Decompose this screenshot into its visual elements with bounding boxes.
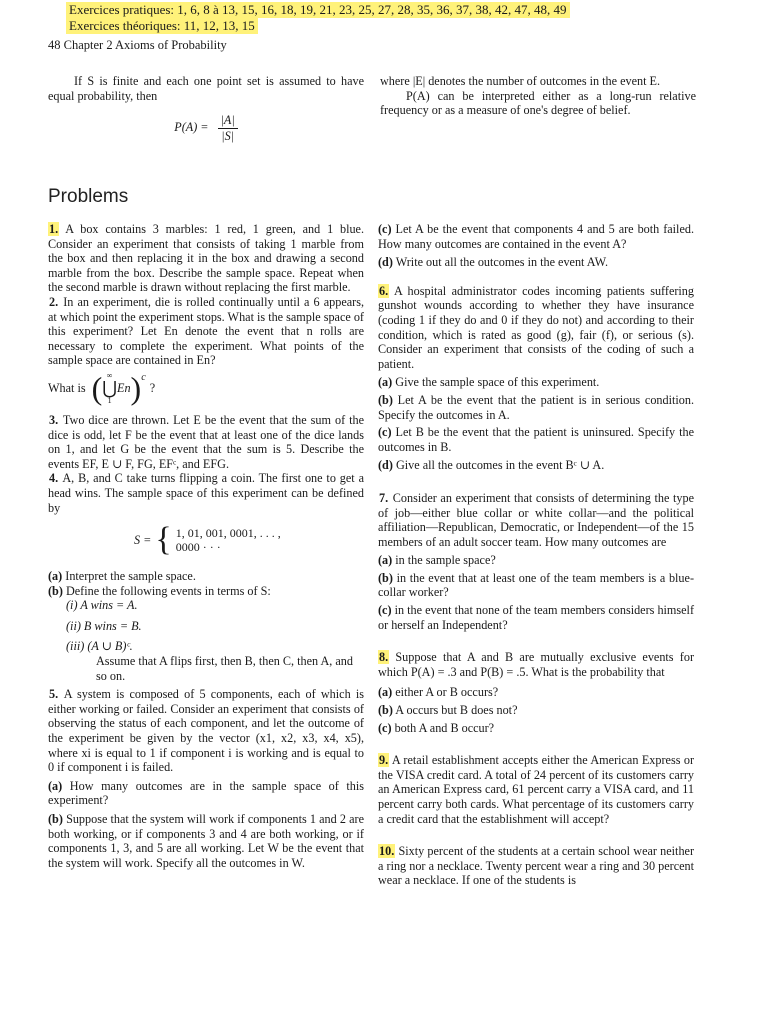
problem-5-part-a <box>48 779 364 808</box>
problem-8-part-c <box>378 721 694 736</box>
problem-4-part-a <box>48 569 364 584</box>
problem-4-item-ii: (ii) B wins = B. <box>66 618 142 633</box>
part-d-label: (d) <box>378 458 393 473</box>
part-c-label: (c) <box>378 603 392 618</box>
problem-9 <box>378 753 694 826</box>
problem-8-text: Suppose that A and B are mutually exclusive events for which P(A) = .3 and P(B) = .5. What is the probability that <box>378 650 695 679</box>
union-upper: ∞ <box>106 370 113 380</box>
formula-numerator: |A| <box>218 113 238 129</box>
problem-2 <box>48 295 364 368</box>
intro-left-text: If S is finite and each one point set is assumed to have equal probability, then <box>48 74 364 103</box>
problem-2-what: What is <box>48 380 86 395</box>
problem-4-number: 4. <box>49 471 59 486</box>
part-a-text: Give the sample space of this experiment. <box>395 375 600 390</box>
part-a-text: either A or B occurs? <box>395 685 499 700</box>
formula-denominator: |S| <box>221 128 235 143</box>
set-rows <box>176 526 281 554</box>
problem-5-text: A system is composed of 5 components, each of which is either working or failed. Consider an experiment that consists of observing the status of each component, and let the outcome of the experiment be given by the vector (x1, x2, x3, x4, x5), where xi is equal to 1 if component i is working and is equal to 0 if component i is failed. <box>48 687 365 775</box>
intro-left-column <box>48 74 364 153</box>
problem-2-union-expression <box>48 371 364 405</box>
problem-3 <box>48 413 364 471</box>
part-b-label: (b) <box>378 703 393 718</box>
part-d-text: Give all the outcomes in the event Bᶜ ∪ A. <box>395 458 605 473</box>
right-paren: ) <box>130 369 142 406</box>
part-a-label: (a) <box>378 553 393 568</box>
part-b-label: (b) <box>378 570 393 585</box>
problem-6-text: A hospital administrator codes incoming patients suffering gunshot wounds according to whether they have insurance (coding 1 if they do and 0 if they do not) and according to their condition, which is rated as good (g), fair (f), or serious (s). Consider an experiment that consists of the coding of such a patient. <box>378 283 694 371</box>
part-c-text: Let A be the event that components 4 and 5 are both failed. How many outcomes are contained in the event A? <box>378 222 694 251</box>
union-expression <box>92 371 146 405</box>
problem-1-number: 1. <box>49 222 59 236</box>
problem-6-part-b <box>378 393 694 422</box>
complement-superscript: c <box>141 371 146 383</box>
page-header: 48 Chapter 2 Axioms of Probability <box>48 38 227 52</box>
union-symbol-icon: ⋃ <box>102 377 117 398</box>
problem-6 <box>378 284 694 372</box>
set-row-2: 0000 · · · <box>175 540 221 555</box>
problem-4-item-i: (i) A wins = A. <box>66 598 138 613</box>
problem-7-text: Consider an experiment that consists of determining the type of job—either blue collar or white collar—and the political affiliation—Republican, Democratic, or Independent—of the 15 members of an adult soccer team. How many outcomes are <box>378 490 694 549</box>
problem-7-number: 7. <box>379 490 389 505</box>
sample-space-definition <box>48 521 364 559</box>
problem-2-text: In an experiment, die is rolled continually until a 6 appears, at which point the experiment stops. What is the sample space of this experiment? Let En denote the event that n rolls are necessary to complete the experiment. What points of the sample space are contained in En? <box>48 294 364 368</box>
problem-7 <box>378 491 694 549</box>
practical-exercises-line: Exercices pratiques: 1, 6, 8 à 13, 15, 16, 18, 19, 21, 23, 25, 27, 28, 35, 36, 37, 38, 42, 47, 48, 49 <box>66 2 570 18</box>
problem-6-part-d <box>378 458 694 473</box>
section-title: Problems <box>48 186 129 207</box>
probability-formula <box>48 113 364 143</box>
part-b-text: Suppose that the system will work if components 1 and 2 are both working, or if components 3 and 4 are both working, or if components 1, 3, and 5 are all working. Let W be the event that the system will work. Specify all the outcomes in W. <box>48 812 365 870</box>
problem-2-question-mark: ? <box>149 380 156 395</box>
part-a-label: (a) <box>48 778 63 793</box>
union-lower: 1 <box>107 395 112 405</box>
problem-5-number: 5. <box>49 687 59 702</box>
set-row-1: 1, 01, 001, 0001, . . . , <box>175 526 281 541</box>
part-c-text: both A and B occur? <box>394 720 495 735</box>
problem-3-text: Two dice are thrown. Let E be the event that the sum of the dice is odd, let F be the event that at least one of the dice lands on 1, and let G be the event that the sum is 5. Describe the events EF, E ∪ F, FG, EFᶜ, and EFG. <box>48 412 365 471</box>
problem-8 <box>378 650 694 679</box>
problem-6-part-a <box>378 375 694 390</box>
problem-8-number: 8. <box>379 650 389 665</box>
part-b-label: (b) <box>378 392 393 407</box>
part-c-label: (c) <box>378 720 392 735</box>
problem-5-part-b <box>48 812 364 870</box>
part-b-text: in the event that at least one of the team members is a blue-collar worker? <box>378 570 694 600</box>
problems-left-column <box>48 222 364 870</box>
part-a-label: (a) <box>378 685 393 700</box>
set-lhs: S = <box>134 532 152 547</box>
theoretical-exercises-line: Exercices théoriques: 11, 12, 13, 15 <box>66 18 258 34</box>
part-a-label: (a) <box>378 375 393 390</box>
intro-right-text-1: where |E| denotes the number of outcomes in the event E. <box>380 74 661 88</box>
part-c-label: (c) <box>378 425 392 440</box>
problem-8-part-b <box>378 703 694 718</box>
part-c-text: in the event that none of the team members considers himself or herself an Independent? <box>378 603 695 632</box>
problem-10 <box>378 844 694 888</box>
problem-10-text: Sixty percent of the students at a certain school wear neither a ring nor a necklace. Twenty percent wear a ring and 30 percent wear a necklace. If one of the students is <box>378 844 695 888</box>
problem-4-part-b <box>48 584 364 599</box>
part-b-text: Define the following events in terms of S: <box>65 583 271 598</box>
part-c-label: (c) <box>378 222 392 236</box>
problem-1 <box>48 222 364 295</box>
problem-8-part-a <box>378 685 694 700</box>
problem-4-assumption: Assume that A flips first, then B, then C, then A, and so on. <box>96 654 353 683</box>
part-a-text: How many outcomes are in the sample space of this experiment? <box>48 778 365 808</box>
part-c-text: Let B be the event that the patient is uninsured. Specify the outcomes in B. <box>378 425 694 454</box>
part-a-text: Interpret the sample space. <box>65 569 196 584</box>
intro-right-text-2: P(A) can be interpreted either as a long-run relative frequency or as a measure of one's degree of belief. <box>380 88 696 118</box>
problem-7-part-b <box>378 571 694 600</box>
problem-6-number: 6. <box>379 283 389 298</box>
part-a-text: in the sample space? <box>395 553 496 568</box>
part-b-label: (b) <box>48 812 63 826</box>
problem-9-text: A retail establishment accepts either the American Express or the VISA credit card. A total of 24 percent of its customers carry an American Express card, 61 percent carry a VISA card, and 11 percent carry both cards. What percentage of its customers carry a credit card that the establishment will accept? <box>378 753 694 826</box>
problem-5 <box>48 687 364 775</box>
problem-4-text: A, B, and C take turns flipping a coin. The first one to get a head wins. The sample space of this experiment can be defined by <box>48 471 364 515</box>
part-b-label: (b) <box>48 583 63 598</box>
part-b-text: Let A be the event that the patient is in serious condition. Specify the outcomes in A. <box>378 392 695 422</box>
formula-lhs: P(A) = <box>174 120 209 135</box>
problem-3-number: 3. <box>49 412 59 427</box>
exercise-header <box>48 2 570 34</box>
problem-6-part-c <box>378 425 694 454</box>
problem-9-number: 9. <box>379 753 389 768</box>
problem-5-part-d <box>378 255 694 270</box>
part-d-text: Write out all the outcomes in the event AW. <box>395 255 609 270</box>
problem-5-part-c <box>378 222 694 251</box>
big-union <box>102 371 117 405</box>
problem-2-number: 2. <box>49 294 59 309</box>
union-term: En <box>117 380 131 395</box>
part-d-label: (d) <box>378 255 393 270</box>
part-a-label: (a) <box>48 569 63 584</box>
part-b-text: A occurs but B does not? <box>395 703 518 718</box>
problem-4 <box>48 471 364 515</box>
formula-fraction <box>218 113 238 143</box>
problem-7-part-c <box>378 603 694 632</box>
left-paren: ( <box>91 369 103 406</box>
problem-7-part-a <box>378 553 694 568</box>
problem-4-item-iii: (iii) (A ∪ B)ᶜ. <box>66 639 133 654</box>
left-brace: { <box>155 521 172 559</box>
problems-right-column <box>378 222 694 888</box>
set-expression <box>134 521 281 559</box>
problem-10-number: 10. <box>379 844 395 859</box>
intro-right-column <box>380 74 696 118</box>
problem-1-text: A box contains 3 marbles: 1 red, 1 green, and 1 blue. Consider an experiment that consists of taking 1 marble from the box and then replacing it in the box and drawing a second marble from the box. Describe the sample space. Repeat when the second marble is drawn without replacing the first marble. <box>48 222 365 295</box>
